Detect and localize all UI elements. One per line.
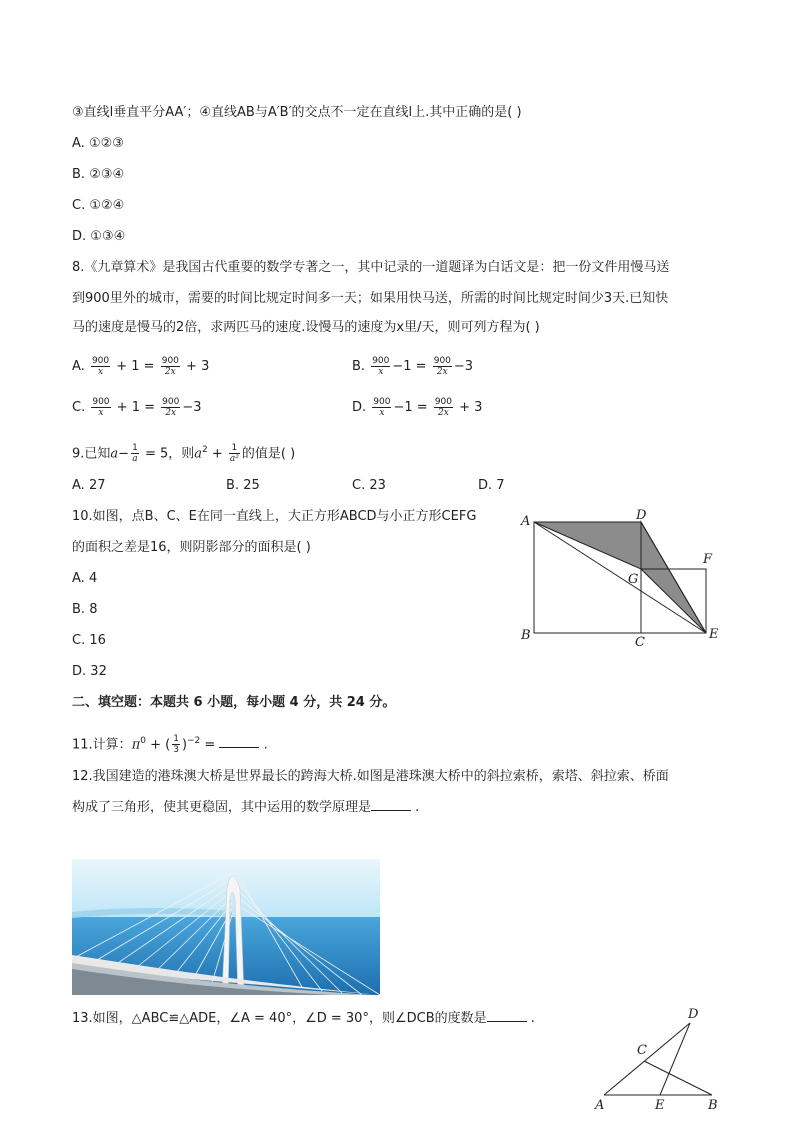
fraction: $\frac{900}{2x}$ [162,397,180,418]
q10-option-a[interactable]: A. 4 [72,571,98,586]
q8-option-b[interactable] [352,356,473,377]
q8-option-a[interactable] [72,356,209,377]
option-label: A. [72,136,85,151]
q10-figure [510,505,730,650]
fraction: $\frac{900}{x}$ [373,397,391,418]
fraction: $\frac{900}{2x}$ [434,397,452,418]
label-c: C [635,635,645,650]
label-g: G [628,572,639,587]
option-text: ②③④ [89,167,125,182]
q7-stem: ③直线l垂直平分AA′；④直线AB与A′B′的交点不一定在直线l上.其中正确的是( ) [72,105,522,120]
q8-option-c[interactable] [72,397,202,418]
option-label: B. [72,167,86,182]
label-d: D [636,508,647,523]
q8-line-2: 到900里外的城市，需要的时间比规定时间多一天；如果用快马送，所需的时间比规定时间少3天.已知快 [72,291,669,306]
q10-option-d[interactable]: D. 32 [72,664,107,679]
label-b: B [708,1098,718,1113]
q7-option-a[interactable] [72,134,124,154]
q10-option-b[interactable]: B. 8 [72,602,98,617]
q9-option-a[interactable]: A. 27 [72,478,106,493]
operator: −3 [182,400,202,415]
q13-figure [590,1005,730,1115]
option-label: C. [72,198,86,213]
q8-line-1: 8.《九章算术》是我国古代重要的数学专著之一，其中记录的一道题译为白话文是：把一份文件用慢马送 [72,260,670,275]
operator: + 1 = [112,359,159,374]
q7-option-d[interactable] [72,227,125,247]
bridge-photo [72,859,380,995]
option-text: ①③④ [90,229,126,244]
operator: −1 = [392,359,431,374]
q10-option-c[interactable]: C. 16 [72,633,106,648]
q9-option-d[interactable]: D. 7 [478,478,505,493]
answer-blank[interactable] [371,798,411,811]
answer-blank[interactable] [219,735,259,748]
section-2-title: 二、填空题：本题共 6 小题，每小题 4 分，共 24 分。 [72,695,396,710]
q12-line-2: 构成了三角形，使其更稳固，其中运用的数学原理是 . [72,800,420,815]
q11-stem: 11.计算：$\pi^0$ + ( $\frac{1}{3}$ )$^{-2}$ = . [72,734,268,756]
q8-option-d[interactable] [352,397,482,418]
operator: + 3 [181,359,210,374]
label-e: E [709,627,719,642]
option-label: A. [72,359,85,374]
fraction: $\frac{900}{2x}$ [161,356,179,377]
label-e: E [655,1098,665,1113]
segment-ad [604,1023,690,1095]
label-f: F [703,552,713,567]
q8-line-3: 马的速度是慢马的2倍，求两匹马的速度.设慢马的速度为x里/天，则可列方程为( ) [72,320,540,335]
label-c: C [637,1043,647,1058]
answer-blank[interactable] [487,1009,527,1022]
label-b: B [521,628,531,643]
fraction: $\frac{900}{x}$ [91,356,110,377]
option-label: D. [72,229,87,244]
operator: −3 [453,359,474,374]
operator: −1 = [393,400,432,415]
q9-option-c[interactable]: C. 23 [352,478,386,493]
option-text: ①②③ [88,136,124,151]
q13-stem: 13.如图，△ABC≌△ADE，∠A = 40°，∠D = 30°，则∠DCB的度数是 . [72,1011,535,1026]
fraction: $\frac{900}{2x}$ [433,356,451,377]
segment-cb [644,1061,712,1095]
segment-de [660,1023,690,1095]
option-label: C. [72,400,86,415]
q10-line-2: 的面积之差是16，则阴影部分的面积是( ) [72,540,311,555]
option-label: D. [352,400,367,415]
shaded-region-1 [534,522,641,569]
fraction: $\frac{900}{x}$ [372,356,390,377]
label-a: A [595,1098,605,1113]
operator: + 3 [455,400,483,415]
label-d: D [688,1007,699,1022]
q7-option-c[interactable] [72,196,124,216]
operator: + 1 = [112,400,160,415]
option-text: ①②④ [89,198,125,213]
q9-stem: 9.已知a− $\frac{1}{a}$ = 5，则$a^2$ + $\frac{1}{\text{a²}}$ 的值是( ) [72,443,296,465]
q7-option-b[interactable] [72,165,124,185]
bridge-illustration [72,859,380,995]
q9-option-b[interactable]: B. 25 [226,478,260,493]
q10-line-1: 10.如图，点B、C、E在同一直线上，大正方形ABCD与小正方形CEFG [72,509,477,524]
label-a: A [521,514,531,529]
q12-line-1: 12.我国建造的港珠澳大桥是世界最长的跨海大桥.如图是港珠澳大桥中的斜拉索桥，索塔、斜拉索、桥面 [72,769,669,784]
fraction: $\frac{900}{x}$ [92,397,110,418]
option-label: B. [352,359,366,374]
